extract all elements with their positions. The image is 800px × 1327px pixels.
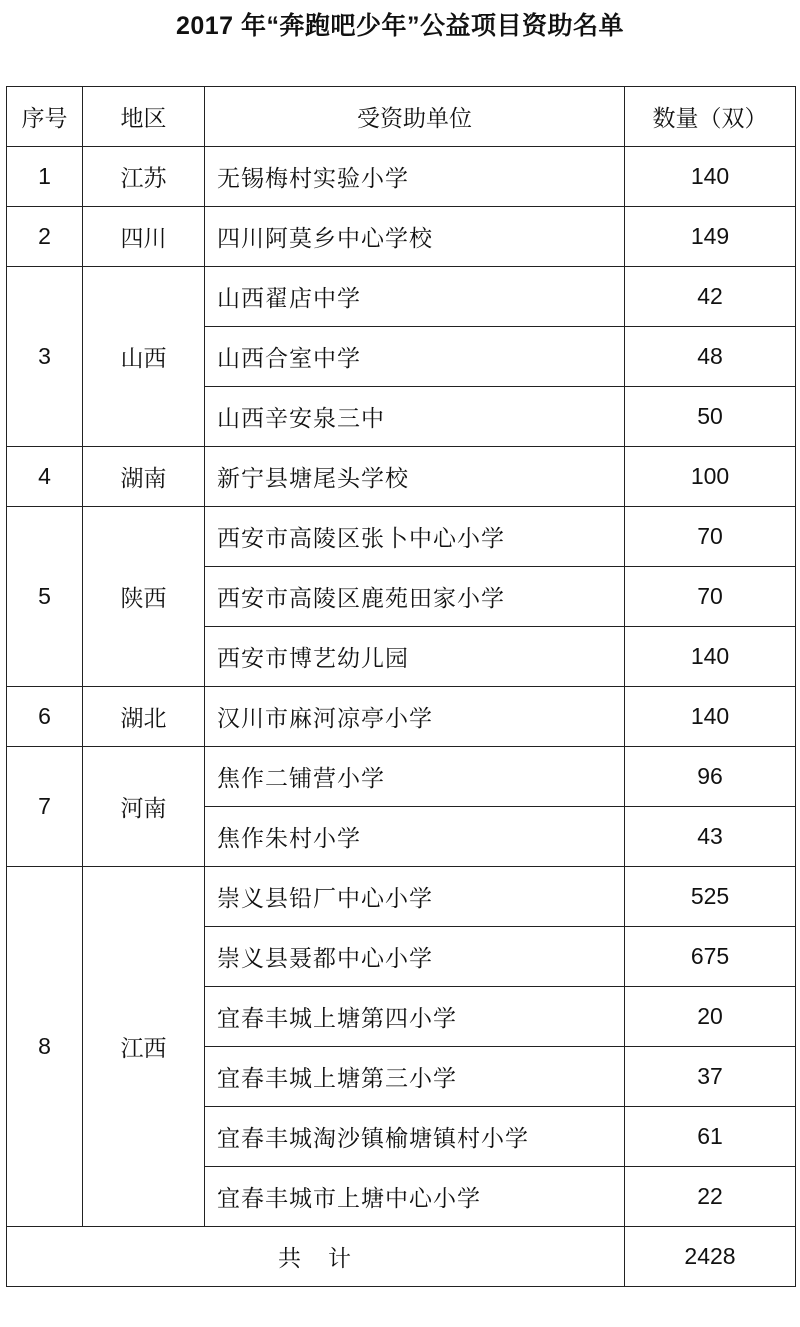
cell-unit: 西安市博艺幼儿园 bbox=[205, 627, 625, 687]
cell-quantity: 70 bbox=[625, 507, 796, 567]
cell-seq: 2 bbox=[7, 207, 83, 267]
cell-unit: 无锡梅村实验小学 bbox=[205, 147, 625, 207]
table-row bbox=[7, 747, 796, 807]
cell-seq: 6 bbox=[7, 687, 83, 747]
header-quantity: 数量（双） bbox=[625, 87, 796, 147]
total-label: 共 计 bbox=[7, 1227, 625, 1287]
cell-region: 江苏 bbox=[83, 147, 205, 207]
table-row bbox=[7, 207, 796, 267]
cell-quantity: 42 bbox=[625, 267, 796, 327]
cell-unit: 山西合室中学 bbox=[205, 327, 625, 387]
cell-region: 山西 bbox=[83, 267, 205, 447]
cell-unit: 山西辛安泉三中 bbox=[205, 387, 625, 447]
header-seq: 序号 bbox=[7, 87, 83, 147]
cell-quantity: 70 bbox=[625, 567, 796, 627]
table-row bbox=[7, 267, 796, 327]
cell-unit: 西安市高陵区鹿苑田家小学 bbox=[205, 567, 625, 627]
cell-unit: 宜春丰城上塘第四小学 bbox=[205, 987, 625, 1047]
cell-quantity: 140 bbox=[625, 627, 796, 687]
cell-seq: 1 bbox=[7, 147, 83, 207]
cell-unit: 山西翟店中学 bbox=[205, 267, 625, 327]
cell-region: 湖北 bbox=[83, 687, 205, 747]
cell-quantity: 525 bbox=[625, 867, 796, 927]
cell-quantity: 149 bbox=[625, 207, 796, 267]
cell-quantity: 61 bbox=[625, 1107, 796, 1167]
cell-quantity: 140 bbox=[625, 147, 796, 207]
table-row bbox=[7, 867, 796, 927]
header-row bbox=[7, 87, 796, 147]
cell-unit: 宜春丰城上塘第三小学 bbox=[205, 1047, 625, 1107]
cell-unit: 焦作二铺营小学 bbox=[205, 747, 625, 807]
cell-unit: 宜春丰城淘沙镇榆塘镇村小学 bbox=[205, 1107, 625, 1167]
table-row bbox=[7, 147, 796, 207]
cell-seq: 5 bbox=[7, 507, 83, 687]
cell-unit: 西安市高陵区张卜中心小学 bbox=[205, 507, 625, 567]
cell-unit: 崇义县聂都中心小学 bbox=[205, 927, 625, 987]
document-title: 2017 年“奔跑吧少年”公益项目资助名单 bbox=[175, 12, 625, 40]
table-row bbox=[7, 447, 796, 507]
cell-quantity: 675 bbox=[625, 927, 796, 987]
cell-seq: 3 bbox=[7, 267, 83, 447]
cell-seq: 8 bbox=[7, 867, 83, 1227]
cell-unit: 崇义县铅厂中心小学 bbox=[205, 867, 625, 927]
table-row bbox=[7, 507, 796, 567]
cell-quantity: 50 bbox=[625, 387, 796, 447]
cell-quantity: 20 bbox=[625, 987, 796, 1047]
cell-quantity: 48 bbox=[625, 327, 796, 387]
table-body bbox=[7, 147, 796, 1227]
cell-unit: 新宁县塘尾头学校 bbox=[205, 447, 625, 507]
header-region: 地区 bbox=[83, 87, 205, 147]
cell-quantity: 43 bbox=[625, 807, 796, 867]
table-row bbox=[7, 687, 796, 747]
cell-quantity: 96 bbox=[625, 747, 796, 807]
cell-region: 江西 bbox=[83, 867, 205, 1227]
cell-region: 湖南 bbox=[83, 447, 205, 507]
cell-unit: 汉川市麻河凉亭小学 bbox=[205, 687, 625, 747]
cell-seq: 7 bbox=[7, 747, 83, 867]
cell-unit: 宜春丰城市上塘中心小学 bbox=[205, 1167, 625, 1227]
total-quantity: 2428 bbox=[625, 1227, 796, 1287]
cell-region: 四川 bbox=[83, 207, 205, 267]
cell-quantity: 100 bbox=[625, 447, 796, 507]
cell-unit: 焦作朱村小学 bbox=[205, 807, 625, 867]
cell-quantity: 140 bbox=[625, 687, 796, 747]
cell-region: 河南 bbox=[83, 747, 205, 867]
total-row bbox=[7, 1227, 796, 1287]
funding-table bbox=[6, 86, 796, 1287]
cell-quantity: 37 bbox=[625, 1047, 796, 1107]
cell-region: 陕西 bbox=[83, 507, 205, 687]
header-unit: 受资助单位 bbox=[205, 87, 625, 147]
cell-quantity: 22 bbox=[625, 1167, 796, 1227]
cell-seq: 4 bbox=[7, 447, 83, 507]
cell-unit: 四川阿莫乡中心学校 bbox=[205, 207, 625, 267]
